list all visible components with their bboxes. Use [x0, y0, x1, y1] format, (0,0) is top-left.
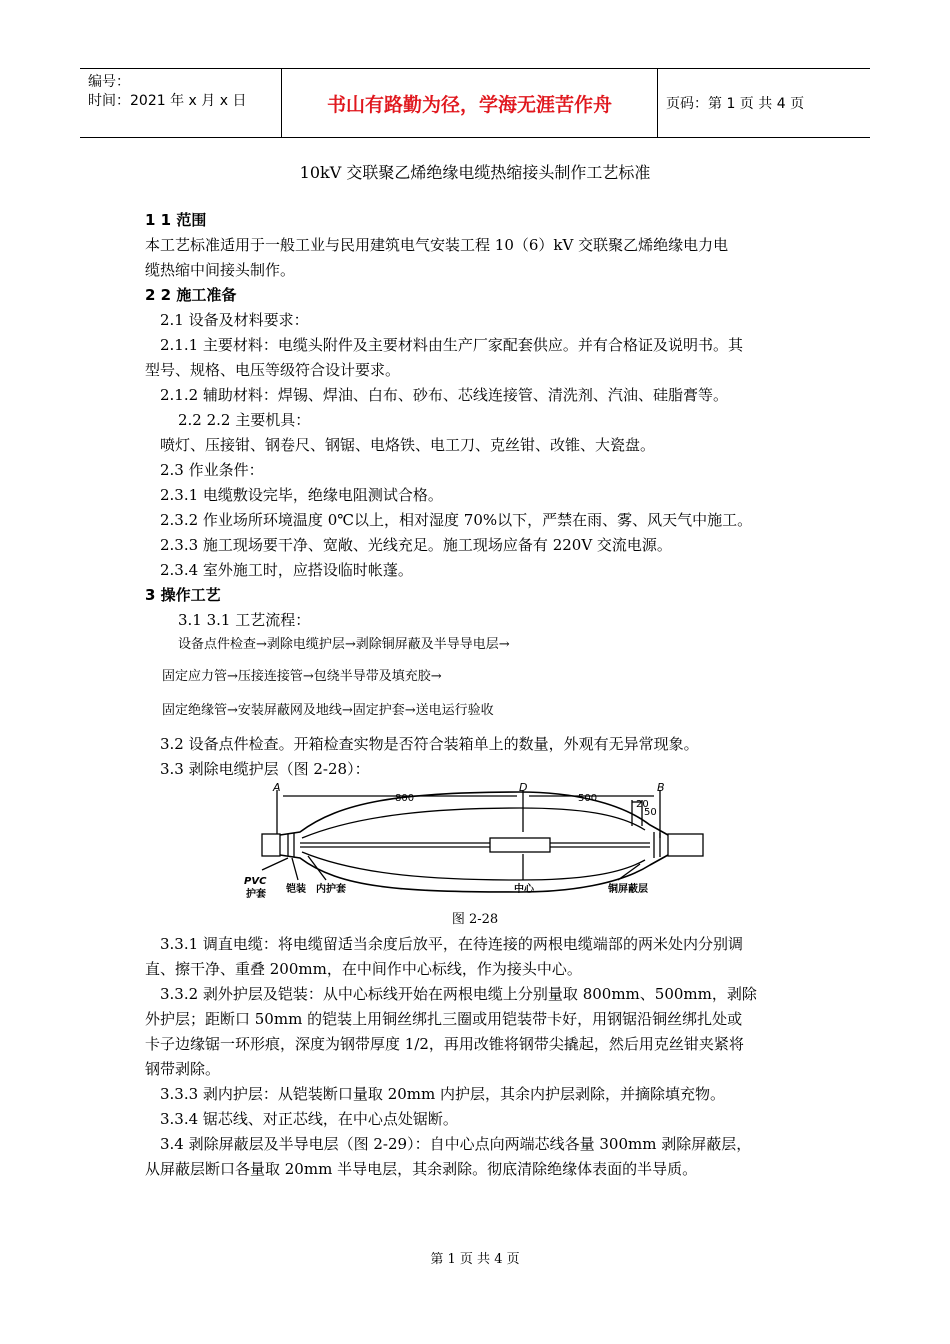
- paragraph-line: 3.1 3.1 工艺流程：: [178, 611, 311, 629]
- process-flow-line: 固定应力管→压接连接管→包绕半导带及填充胶→: [162, 669, 442, 684]
- figure-label-center: 中心: [514, 884, 534, 895]
- header-number: 编号：: [88, 74, 130, 90]
- cable-joint-diagram: [240, 780, 710, 905]
- paragraph-line: 型号、规格、电压等级符合设计要求。: [145, 361, 401, 379]
- header-time: 时间：2021 年 x 月 x 日: [88, 93, 247, 109]
- figure-caption: 图 2-28: [451, 912, 499, 927]
- paragraph-line: 3.3 剥除电缆护层（图 2-28）：: [160, 760, 370, 778]
- paragraph-line: 本工艺标准适用于一般工业与民用建筑电气安装工程 10（6）kV 交联聚乙烯绝缘电力电: [145, 236, 729, 254]
- section-1-heading: 1 1 范围: [145, 211, 207, 229]
- figure-label-copper-shield: 铜屏蔽层: [608, 884, 648, 895]
- paragraph-line: 3.4 剥除屏蔽层及半导电层（图 2-29）：自中心点向两端芯线各量 300mm 剥除屏蔽层，: [160, 1135, 752, 1153]
- paragraph-line: 2.3.1 电缆敷设完毕，绝缘电阻测试合格。: [160, 486, 443, 504]
- paragraph-line: 2.3.3 施工现场要干净、宽敞、光线充足。施工现场应备有 220V 交流电源。: [160, 536, 672, 554]
- page-header: [80, 68, 870, 138]
- paragraph-line: 直、擦干净、重叠 200mm，在中间作中心标线，作为接头中心。: [145, 960, 582, 978]
- header-info-cell: [80, 69, 282, 137]
- dimension-500: 500: [578, 793, 598, 804]
- paragraph-line: 从屏蔽层断口各量取 20mm 半导电层，其余剥除。彻底清除绝缘体表面的半导质。: [145, 1160, 698, 1178]
- dimension-50: 50: [644, 807, 657, 818]
- process-flow-line: 设备点件检查→剥除电缆护层→剥除铜屏蔽及半导导电层→: [178, 637, 510, 652]
- dimension-800: 800: [395, 793, 415, 804]
- dimension-20: 20: [636, 799, 649, 810]
- section-3-heading: 3 操作工艺: [145, 586, 221, 604]
- page-footer: 第 1 页 共 4 页: [430, 1252, 520, 1267]
- paragraph-line: 2.1 设备及材料要求：: [160, 311, 309, 329]
- paragraph-line: 2.3 作业条件：: [160, 461, 264, 479]
- figure-label-d: D: [519, 781, 528, 794]
- paragraph-line: 2.3.4 室外施工时，应搭设临时帐蓬。: [160, 561, 413, 579]
- header-slogan: 书山有路勤为径，学海无涯苦作舟: [282, 69, 658, 137]
- paragraph-line: 卡子边缘锯一环形痕，深度为钢带厚度 1/2，再用改锥将钢带尖撬起，然后用克丝钳夹紧将: [145, 1035, 744, 1053]
- paragraph-line: 3.3.3 剥内护层：从铠装断口量取 20mm 内护层，其余内护层剥除，并摘除填充物。: [160, 1085, 726, 1103]
- paragraph-line: 钢带剥除。: [145, 1060, 221, 1078]
- paragraph-line: 外护层；距断口 50mm 的铠装上用铜丝绑扎三圈或用铠装带卡好，用钢锯沿铜丝绑扎处或: [145, 1010, 743, 1028]
- paragraph-line: 2.2 2.2 主要机具：: [178, 411, 311, 429]
- figure-label-armor: 铠装: [286, 884, 306, 895]
- paragraph-line: 喷灯、压接钳、钢卷尺、钢锯、电烙铁、电工刀、克丝钳、改锥、大瓷盘。: [160, 436, 656, 454]
- paragraph-line: 3.3.4 锯芯线、对正芯线，在中心点处锯断。: [160, 1110, 458, 1128]
- paragraph-line: 3.3.1 调直电缆：将电缆留适当余度后放平，在待连接的两根电缆端部的两米处内分别调: [160, 935, 743, 953]
- document-title: 10kV 交联聚乙烯绝缘电缆热缩接头制作工艺标准: [299, 163, 651, 182]
- paragraph-line: 2.1.2 辅助材料：焊锡、焊油、白布、砂布、芯线连接管、清洗剂、汽油、硅脂膏等。: [160, 386, 728, 404]
- figure-label-jacket: 护套: [246, 889, 266, 900]
- paragraph-line: 3.3.2 剥外护层及铠装：从中心标线开始在两根电缆上分别量取 800mm、500mm，剥除: [160, 985, 757, 1003]
- figure-label-pvc: PVC: [244, 876, 267, 887]
- header-page-number: 页码：第 1 页 共 4 页: [666, 96, 805, 112]
- paragraph-line: 缆热缩中间接头制作。: [145, 261, 296, 279]
- process-flow-line: 固定绝缘管→安装屏蔽网及地线→固定护套→送电运行验收: [162, 703, 494, 718]
- figure-label-inner-sheath: 内护套: [316, 884, 346, 895]
- figure-label-b: B: [657, 781, 665, 794]
- paragraph-line: 2.3.2 作业场所环境温度 0℃以上，相对湿度 70%以下，严禁在雨、雾、风天气中施工。: [160, 511, 753, 529]
- section-2-heading: 2 2 施工准备: [145, 286, 237, 304]
- paragraph-line: 3.2 设备点件检查。开箱检查实物是否符合装箱单上的数量，外观有无异常现象。: [160, 735, 699, 753]
- paragraph-line: 2.1.1 主要材料：电缆头附件及主要材料由生产厂家配套供应。并有合格证及说明书。其: [160, 336, 743, 354]
- figure-label-a: A: [273, 781, 281, 794]
